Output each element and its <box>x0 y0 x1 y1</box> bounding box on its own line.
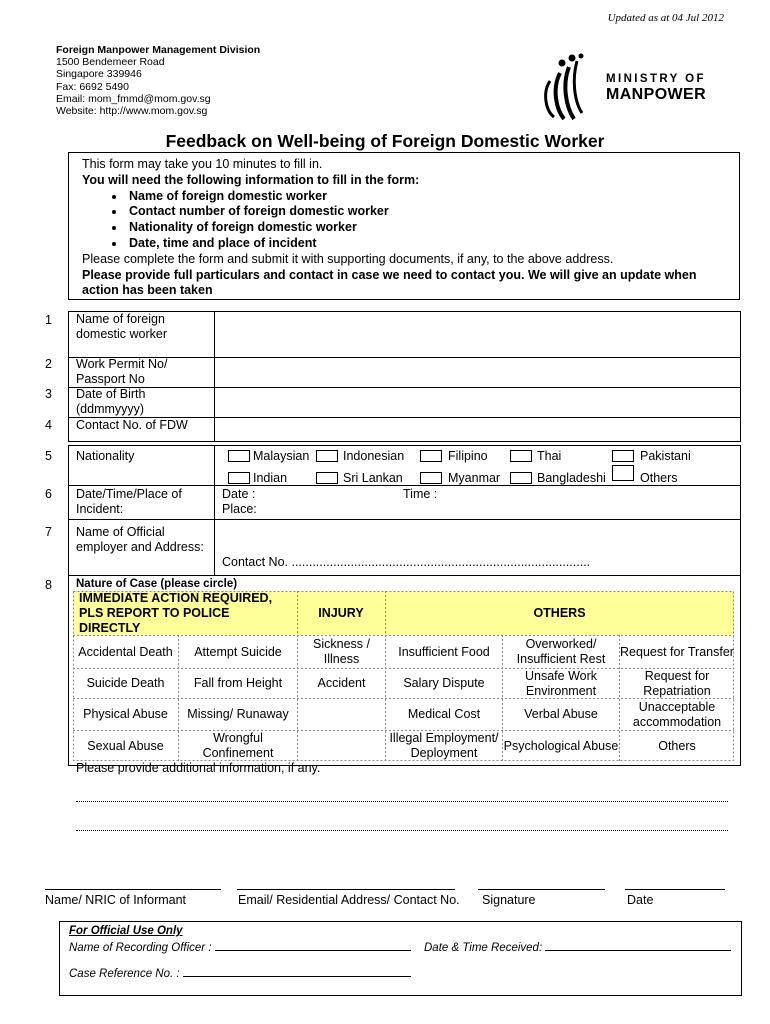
case-accident[interactable]: Accident <box>317 676 366 690</box>
case-sickness-illness[interactable]: Sickness / Illness <box>313 637 370 666</box>
case-wrongful-confinement[interactable]: Wrongful Confinement <box>202 731 274 760</box>
header-immediate-action: IMMEDIATE ACTION REQUIRED, PLS REPORT TO POLICE DIRECTLY <box>79 590 273 635</box>
recording-officer-label: Name of Recording Officer : <box>69 940 411 954</box>
instructions-box <box>68 152 740 300</box>
instructions-line: action has been taken <box>82 283 213 298</box>
case-verbal-abuse[interactable]: Verbal Abuse <box>524 707 598 721</box>
case-attempt-suicide[interactable]: Attempt Suicide <box>194 644 282 659</box>
contact-fdw-field[interactable] <box>215 418 739 440</box>
checkbox-label: Indonesian <box>343 449 405 463</box>
label-nature-of-case: Nature of Case (please circle) <box>76 578 238 590</box>
checkbox-others[interactable] <box>612 465 634 481</box>
row-number: 1 <box>45 313 52 327</box>
checkbox-malaysian[interactable] <box>228 450 250 462</box>
label-contact-fdw: Contact No. of FDW <box>76 418 188 432</box>
case-request-transfer[interactable]: Request for Transfer <box>620 644 734 659</box>
label-incident: Date/Time/Place of Incident: <box>76 487 182 516</box>
checkbox-thai[interactable] <box>510 450 532 462</box>
address-line: Singapore 339946 <box>56 68 142 81</box>
row-number: 3 <box>45 387 52 401</box>
list-item: • Nationality of foreign domestic worker <box>126 220 739 236</box>
checkbox-myanmar[interactable] <box>420 472 442 484</box>
row-number: 7 <box>45 525 52 539</box>
row-number: 6 <box>45 487 52 501</box>
case-sexual-abuse[interactable]: Sexual Abuse <box>87 738 164 753</box>
checkbox-label: Bangladeshi <box>537 471 606 485</box>
label-dob: Date of Birth (ddmmyyyy) <box>76 387 146 416</box>
checkbox-sri-lankan[interactable] <box>316 472 338 484</box>
additional-info-line[interactable] <box>76 801 728 802</box>
label-work-permit: Work Permit No/ Passport No <box>76 357 168 386</box>
header-injury: INJURY <box>318 605 364 620</box>
official-use-heading: For Official Use Only <box>69 925 183 937</box>
official-use-box <box>59 921 742 996</box>
checkbox-label: Filipino <box>448 449 488 463</box>
header-others: OTHERS <box>533 605 586 620</box>
case-medical-cost[interactable]: Medical Cost <box>407 707 481 721</box>
instructions-line: Please complete the form and submit it with supporting documents, if any, to the above address. <box>82 251 614 266</box>
row-number: 4 <box>45 418 52 432</box>
checkbox-label: Pakistani <box>640 449 691 463</box>
work-permit-field[interactable] <box>215 358 739 386</box>
checkbox-label: Others <box>640 471 678 485</box>
dob-field[interactable] <box>215 388 739 416</box>
website: Website: http://www.mom.gov.sg <box>56 105 208 118</box>
case-physical-abuse[interactable]: Physical Abuse <box>83 707 168 721</box>
date-line[interactable] <box>625 889 725 890</box>
checkbox-label: Sri Lankan <box>343 471 403 485</box>
employer-contact-label: Contact No. ...................................................................................... <box>222 555 591 569</box>
case-overworked[interactable]: Overworked/ Insufficient Rest <box>516 637 606 666</box>
case-fall-from-height[interactable]: Fall from Height <box>193 676 283 690</box>
case-request-repatriation[interactable]: Request for Repatriation <box>643 668 711 698</box>
checkbox-filipino[interactable] <box>420 450 442 462</box>
label-fdw-name: Name of foreign domestic worker <box>76 312 167 341</box>
instructions-line: You will need the following information to fill in the form: <box>82 172 420 187</box>
updated-date: Updated as at 04 Jul 2012 <box>607 12 724 24</box>
case-illegal-employment[interactable]: Illegal Employment/ Deployment <box>389 731 499 760</box>
case-psychological-abuse[interactable]: Psychological Abuse <box>503 738 619 753</box>
signature-label: Date <box>627 893 654 907</box>
incident-time-label: Time : <box>403 487 438 501</box>
signature-line[interactable] <box>478 889 605 890</box>
list-item: • Contact number of foreign domestic worker <box>126 204 739 220</box>
address-block <box>56 44 260 117</box>
case-suicide-death[interactable]: Suicide Death <box>86 676 165 690</box>
logo-line1: MINISTRY OF <box>606 73 706 85</box>
employer-field[interactable] <box>215 520 739 553</box>
nature-of-case-table <box>73 591 734 761</box>
informant-line[interactable] <box>45 889 221 890</box>
checkbox-label: Thai <box>537 449 562 463</box>
case-reference-label: Case Reference No. : <box>69 966 411 980</box>
signature-label: Signature <box>482 893 536 907</box>
checkbox-indonesian[interactable] <box>316 450 338 462</box>
checkbox-indian[interactable] <box>228 472 250 484</box>
list-item: • Name of foreign domestic worker <box>126 189 739 205</box>
case-salary-dispute[interactable]: Salary Dispute <box>403 676 485 690</box>
incident-place-label: Place: <box>222 502 257 516</box>
checkbox-label: Malaysian <box>253 449 310 463</box>
case-others[interactable]: Others <box>658 738 696 753</box>
signature-label: Email/ Residential Address/ Contact No. <box>238 893 460 907</box>
row-number: 5 <box>45 449 52 463</box>
case-insufficient-food[interactable]: Insufficient Food <box>398 644 490 659</box>
fdw-name-field[interactable] <box>215 312 739 356</box>
checkbox-pakistani[interactable] <box>612 450 634 462</box>
incident-date-label: Date : <box>222 487 256 501</box>
checkbox-label: Indian <box>253 471 288 485</box>
additional-info-label: Please provide additional information, if any. <box>76 761 321 775</box>
instructions-line: Please provide full particulars and contact in case we need to contact you. We will give an update when <box>82 267 697 282</box>
mom-logo-icon <box>540 53 606 121</box>
page-title: Feedback on Well-being of Foreign Domestic Worker <box>165 131 605 151</box>
signature-label: Name/ NRIC of Informant <box>45 893 187 907</box>
date-received-label: Date & Time Received: <box>424 940 731 954</box>
checkbox-bangladeshi[interactable] <box>510 472 532 484</box>
case-unacceptable-accommodation[interactable]: Unacceptable accommodation <box>632 699 722 729</box>
division-name: Foreign Manpower Management Division <box>56 44 261 56</box>
address-line: 1500 Bendemeer Road <box>56 56 165 69</box>
required-info-list <box>82 189 739 252</box>
list-item: • Date, time and place of incident <box>126 236 739 252</box>
logo-line2: MANPOWER <box>606 86 707 103</box>
label-nationality: Nationality <box>76 449 135 463</box>
row-number: 2 <box>45 357 52 371</box>
email: Email: mom_fmmd@mom.gov.sg <box>56 92 211 105</box>
label-employer: Name of Official employer and Address: <box>76 525 204 554</box>
case-accidental-death[interactable]: Accidental Death <box>78 644 173 659</box>
mom-logo <box>540 53 720 121</box>
fax: Fax: 6692 5490 <box>56 80 129 93</box>
case-missing-runaway[interactable]: Missing/ Runaway <box>187 707 289 721</box>
row-number: 8 <box>45 578 52 592</box>
additional-info-line[interactable] <box>76 830 728 831</box>
checkbox-label: Myanmar <box>448 471 501 485</box>
address-line[interactable] <box>237 889 455 890</box>
case-unsafe-work[interactable]: Unsafe Work Environment <box>524 668 597 698</box>
instructions-line: This form may take you 10 minutes to fill in. <box>82 157 323 171</box>
